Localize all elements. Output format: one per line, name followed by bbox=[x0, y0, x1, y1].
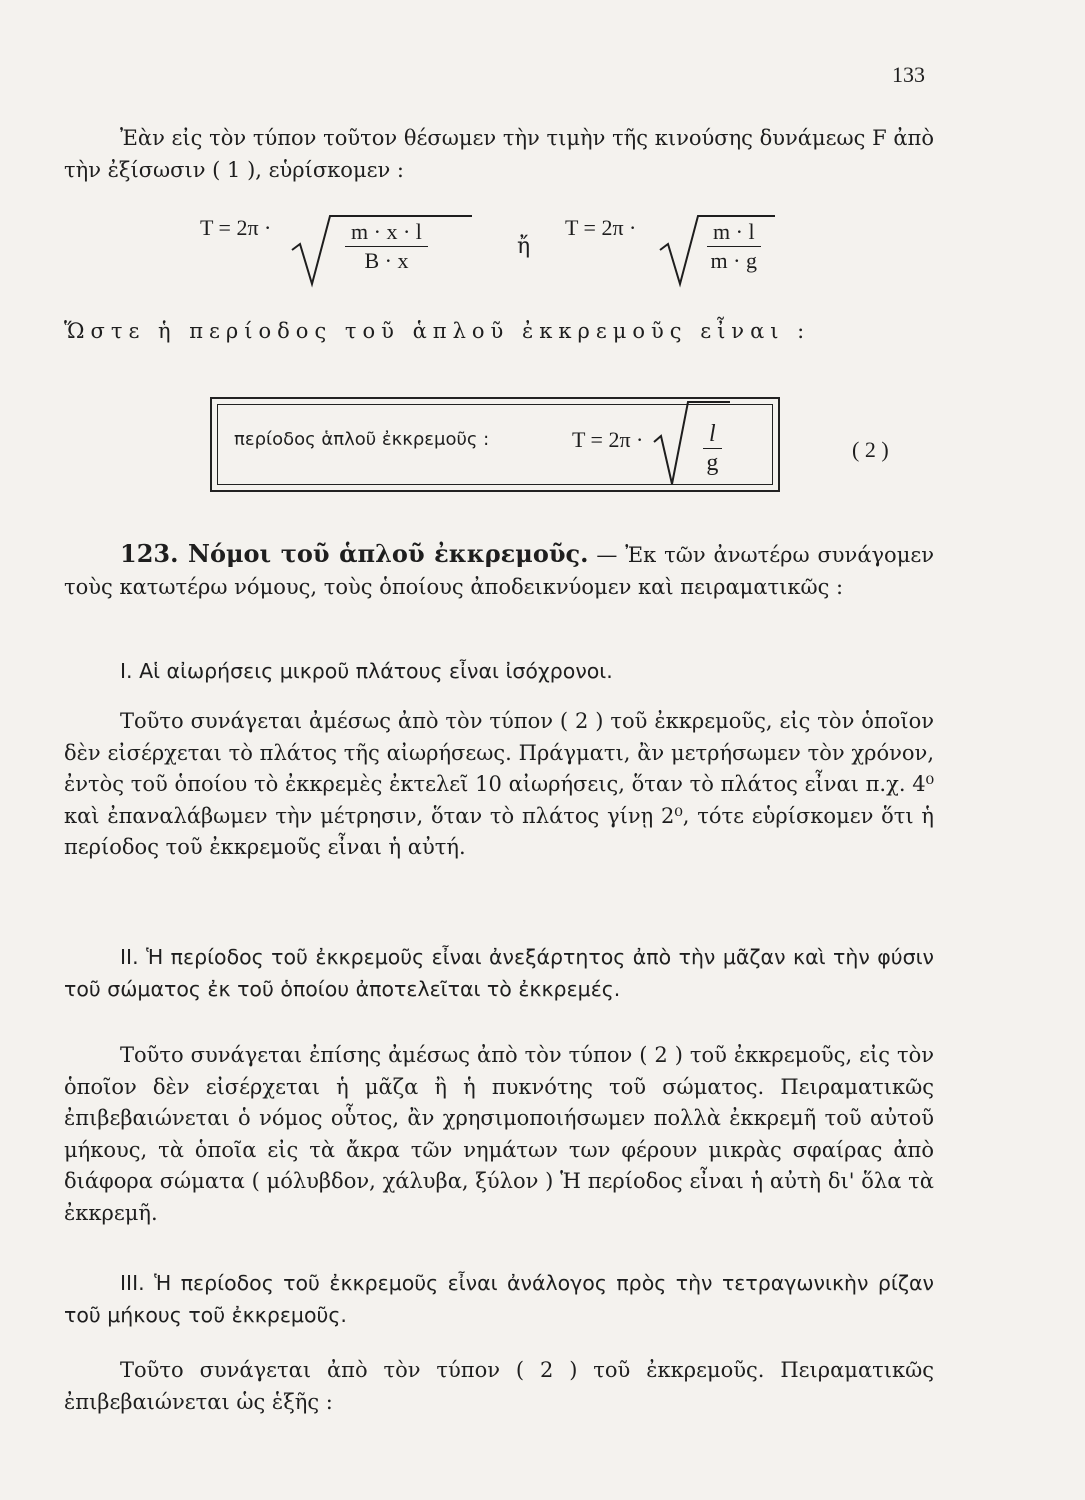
fraction-1 bbox=[345, 218, 428, 275]
equation-number: ( 2 ) bbox=[852, 437, 889, 462]
intro-paragraph: Ἐὰν εἰς τὸν τύπον τοῦτον θέσωμεν τὴν τιμὴν τῆς κινούσης δυνάμεως F ἀπὸ τὴν ἐξίσωσιν ( 1 ), εὑρίσκομεν : bbox=[64, 126, 934, 182]
boxed-fraction-numerator: l bbox=[703, 420, 722, 449]
section-paragraph bbox=[64, 538, 934, 603]
fraction-1-denominator: B · x bbox=[364, 248, 409, 273]
law-3-statement: III. Ἡ περίοδος τοῦ ἐκκρεμοῦς εἶναι ἀνάλογος πρὸς τὴν τετραγωνικὴν ρίζαν τοῦ μήκους τοῦ ἐκκρεμοῦς. bbox=[64, 1271, 934, 1327]
sqrt-sign-boxed bbox=[654, 398, 734, 493]
fraction-1-numerator: m · x · l bbox=[345, 218, 428, 247]
conclusion-line: Ὥστε ἡ περίοδος τοῦ ἁπλοῦ ἐκκρεμοῦς εἶναι : bbox=[64, 319, 811, 343]
or-word: ἤ bbox=[517, 234, 531, 259]
boxed-formula-label: περίοδος ἁπλοῦ ἐκκρεμοῦς : bbox=[234, 429, 490, 450]
boxed-fraction-denominator: g bbox=[706, 450, 719, 476]
law-1-statement: I. Αἱ αἰωρήσεις μικροῦ πλάτους εἶναι ἰσόχρονοι. bbox=[120, 659, 613, 683]
equation-2-lhs: T = 2π · bbox=[565, 215, 637, 240]
fraction-2-denominator: m · g bbox=[710, 248, 757, 273]
equation-1-lhs: T = 2π · bbox=[200, 215, 272, 240]
section-heading: 123. Νόμοι τοῦ ἁπλοῦ ἐκκρεμοῦς. bbox=[120, 539, 589, 568]
section-lead: — Ἐκ τῶν ἀνωτέρω συνάγομεν τοὺς κατωτέρω νόμους, τοὺς ὁποίους ἀποδεικνύομεν καὶ πειραματικῶς : bbox=[64, 543, 934, 599]
page-number: 133 bbox=[892, 62, 925, 87]
boxed-fraction bbox=[703, 420, 722, 477]
boxed-formula-lhs: T = 2π · bbox=[572, 427, 644, 452]
fraction-2-numerator: m · l bbox=[707, 218, 761, 247]
fraction-2 bbox=[707, 218, 761, 275]
equation-2 bbox=[565, 215, 636, 241]
equation-1 bbox=[200, 215, 271, 241]
law-2-explanation: Τοῦτο συνάγεται ἐπίσης ἀμέσως ἀπὸ τὸν τύπον ( 2 ) τοῦ ἐκκρεμοῦς, εἰς τὸν ὁποῖον δὲν εἰσέρχεται ἡ μᾶζα ἢ ἡ πυκνότης τοῦ σώματος. Πειραματικῶς ἐπιβεβαιώνεται ὁ νόμος οὗτος, ἂν χρησιμοποιήσωμεν πολλὰ ἐκκρεμῆ τοῦ αὐτοῦ μήκους, τὰ ὁποῖα εἰς τὰ ἄκρα τῶν νημάτων των φέρουν μικρὰς σφαίρας ἀπὸ διάφορα σώματα ( μόλυβδον, χάλυβα, ξύλον ) Ἡ περίοδος εἶναι ἡ αὐτὴ δι' ὅλα τὰ ἐκκρεμῆ. bbox=[64, 1043, 934, 1225]
law-1-explanation: Τοῦτο συνάγεται ἀμέσως ἀπὸ τὸν τύπον ( 2 ) τοῦ ἐκκρεμοῦς, εἰς τὸν ὁποῖον δὲν εἰσέρχεται τὸ πλάτος τῆς αἰωρήσεως. Πράγματι, ἂν μετρήσωμεν τὸν χρόνον, ἐντὸς τοῦ ὁποίου τὸ ἐκκρεμὲς ἐκτελεῖ 10 αἰωρήσεις, ὅταν τὸ πλάτος εἶναι π.χ. 4⁰ καὶ ἐπαναλάβωμεν τὴν μέτρησιν, ὅταν τὸ πλάτος γίνῃ 2⁰, τότε εὑρίσκομεν ὅτι ἡ περίοδος τοῦ ἐκκρεμοῦς εἶναι ἡ αὐτή. bbox=[64, 709, 934, 859]
law-2-statement: II. Ἡ περίοδος τοῦ ἐκκρεμοῦς εἶναι ἀνεξάρτητος ἀπὸ τὴν μᾶζαν καὶ τὴν φύσιν τοῦ σώματος ἐκ τοῦ ὁποίου ἀποτελεῖται τὸ ἐκκρεμές. bbox=[64, 945, 934, 1001]
law-3-explanation: Τοῦτο συνάγεται ἀπὸ τὸν τύπον ( 2 ) τοῦ ἐκκρεμοῦς. Πειραματικῶς ἐπιβεβαιώνεται ὡς ἑξῆς : bbox=[64, 1358, 934, 1414]
